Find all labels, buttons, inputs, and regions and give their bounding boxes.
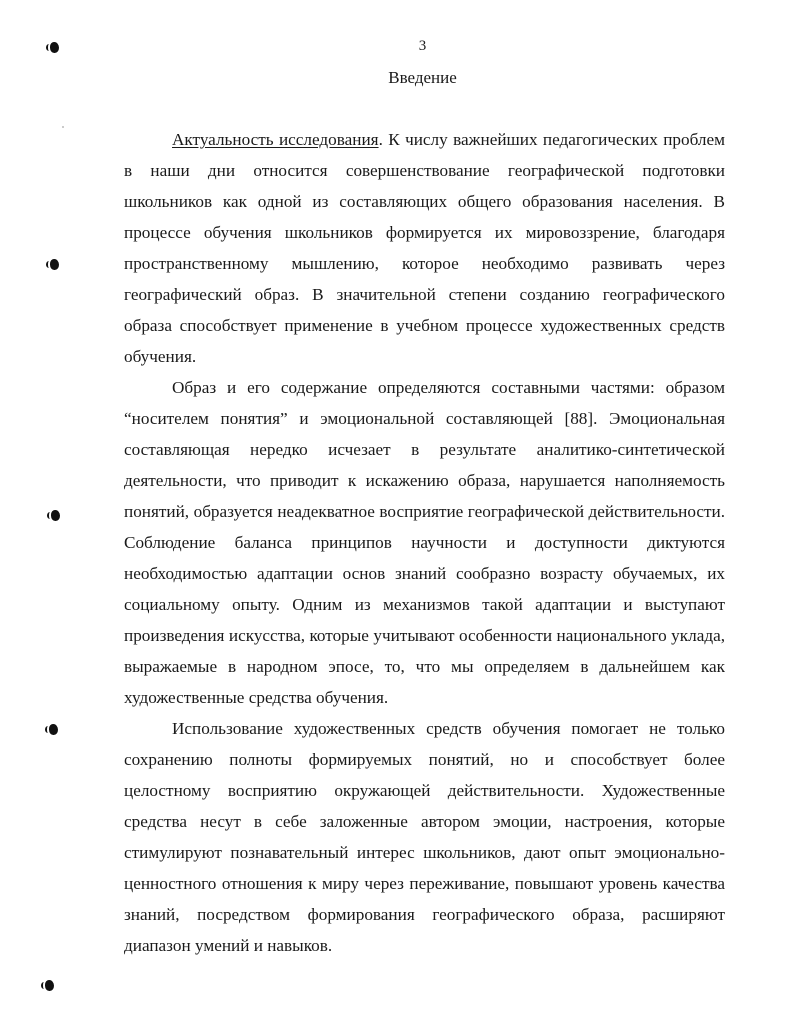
binding-hole-mark (49, 724, 58, 735)
paragraph-relevance (124, 124, 725, 372)
binding-hole-mark (50, 259, 59, 270)
document-body (124, 124, 725, 961)
binding-hole-mark (45, 980, 54, 991)
binding-hole-mark (51, 510, 60, 521)
paragraph-text: . К числу важнейших педагогических проблем в наши дни относится совершенствование географической подготовки школьников как одной из составляющих общего образования населения. В процессе обучения школьников формируется их мировоззрение, благодаря пространственному мышлению, которое необходимо развивать через географический образ. В значительной степени созданию географического образа способствует применение в учебном процессе художественных средств обучения. (124, 130, 725, 366)
paragraph-image-content: Образ и его содержание определяются составными частями: образом “носителем понятия” и эмоциональной составляющей [88]. Эмоциональная составляющая нередко исчезает в результате аналитико-синтетической деятельности, что приводит к искажению образа, нарушается наполняемость понятий, образуется неадекватное восприятие географической действительности. Соблюдение баланса принципов научности и доступности диктуются необходимостью адаптации основ знаний сообразно возрасту обучаемых, их социальному опыту. Одним из механизмов такой адаптации и выступают произведения искусства, которые учитывают особенности национального уклада, выражаемые в народном эпосе, то, что мы определяем в дальнейшем как художественные средства обучения. (124, 378, 725, 707)
section-lead-underlined: Актуальность исследования (172, 130, 379, 149)
paragraph-artistic-means: Использование художественных средств обучения помогает не только сохранению полноты формируемых понятий, но и способствует более целостному восприятию окружающей действительности. Художественные средства несут в себе заложенные автором эмоции, настроения, которые стимулируют познавательный интерес школьников, дают опыт эмоционально-ценностного отношения к миру через переживание, повышают уровень качества знаний, посредством формирования географического образа, расширяют диапазон умений и навыков. (124, 719, 725, 955)
page-number: 3 (418, 38, 427, 54)
page-title: Введение (388, 68, 457, 87)
scan-speck (62, 126, 64, 128)
